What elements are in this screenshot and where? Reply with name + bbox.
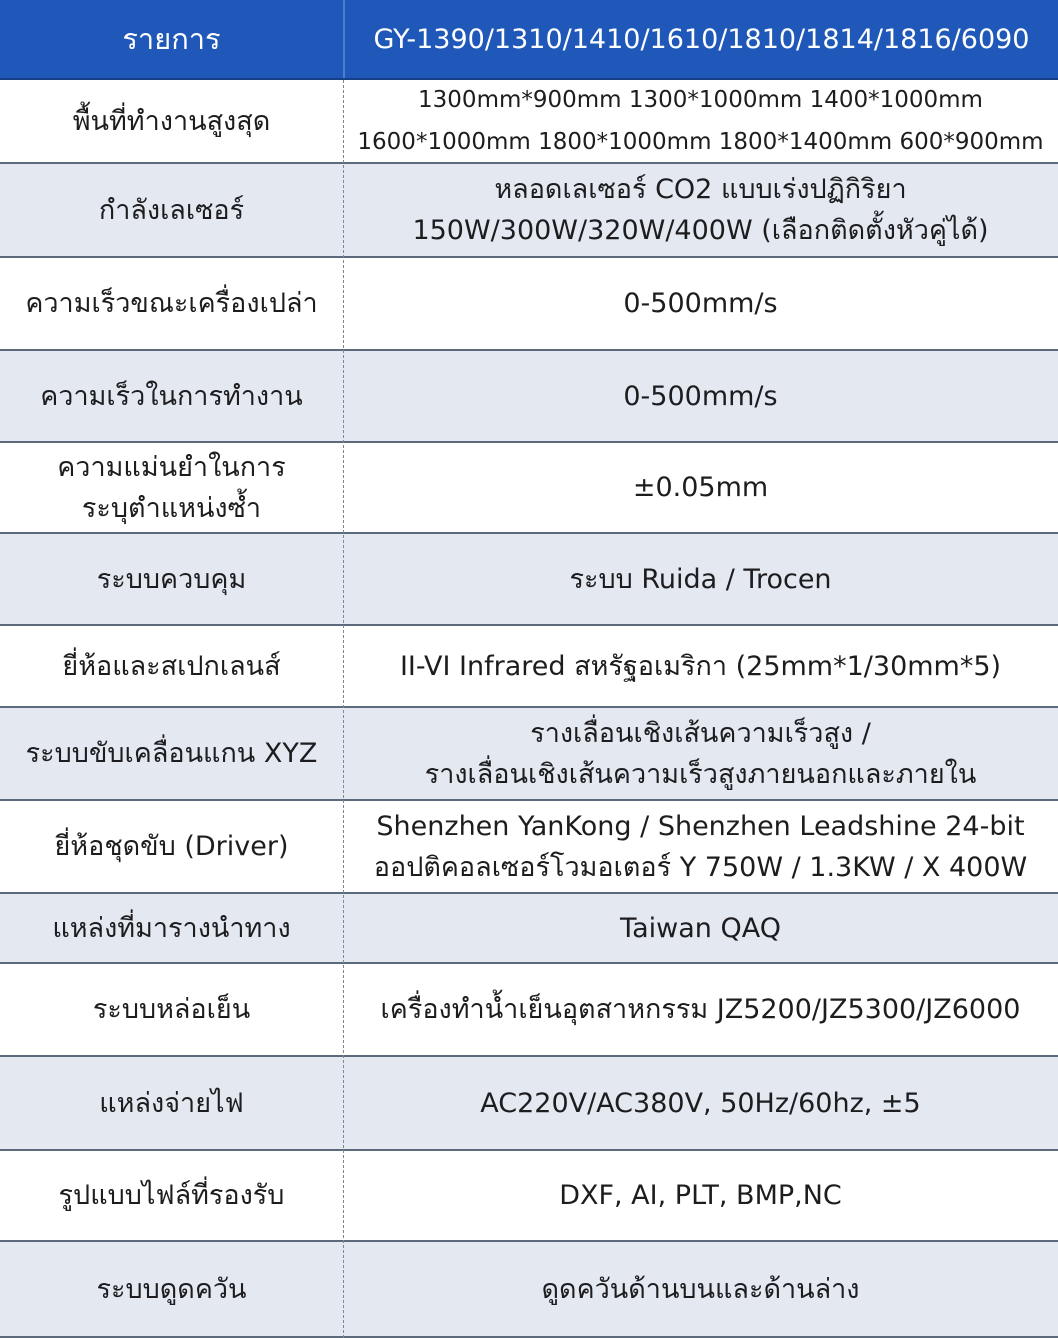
row-value-line: ±0.05mm bbox=[632, 472, 769, 503]
table-row bbox=[0, 351, 1058, 443]
row-label bbox=[0, 708, 343, 799]
row-label-line: ความเร็วในการทำงาน bbox=[40, 380, 303, 412]
column-divider bbox=[343, 0, 344, 1338]
row-label bbox=[0, 1151, 343, 1240]
row-label bbox=[0, 534, 343, 624]
row-value-line: 0-500mm/s bbox=[623, 288, 778, 319]
row-value-line: หลอดเลเซอร์ CO2 แบบเร่งปฏิกิริยา bbox=[494, 174, 907, 205]
table-row bbox=[0, 1242, 1058, 1338]
row-label-line: ระบบหล่อเย็น bbox=[92, 994, 251, 1025]
row-value bbox=[343, 964, 1058, 1055]
table-row bbox=[0, 80, 1058, 164]
row-value-line: Shenzhen YanKong / Shenzhen Leadshine 24-bit bbox=[376, 810, 1025, 842]
table-row bbox=[0, 258, 1058, 351]
row-value-line: ดูดควันด้านบนและด้านล่าง bbox=[541, 1273, 860, 1305]
row-label-line: ความเร็วขณะเครื่องเปล่า bbox=[25, 288, 318, 319]
table-row bbox=[0, 443, 1058, 534]
row-label-line: ระบบดูดควัน bbox=[96, 1273, 247, 1305]
row-value-line: เครื่องทำน้ำเย็นอุตสาหกรรม JZ5200/JZ5300/JZ6000 bbox=[380, 994, 1021, 1025]
row-value-line: ระบบ Ruida / Trocen bbox=[569, 563, 832, 595]
row-label bbox=[0, 80, 343, 162]
row-label-line: แหล่งที่มารางนำทาง bbox=[52, 912, 291, 944]
table-row bbox=[0, 964, 1058, 1057]
row-label-line: ระบุตำแหน่งซ้ำ bbox=[81, 492, 262, 524]
row-label bbox=[0, 443, 343, 532]
row-value bbox=[343, 626, 1058, 706]
row-label bbox=[0, 351, 343, 441]
row-value-line: Taiwan QAQ bbox=[620, 912, 781, 944]
row-value bbox=[343, 443, 1058, 532]
row-label-line: ยี่ห้อชุดขับ (Driver) bbox=[54, 831, 289, 862]
row-label-line: ระบบขับเคลื่อนแกน XYZ bbox=[25, 738, 318, 769]
header-label-cell: รายการ bbox=[122, 21, 221, 56]
row-value-line: DXF, AI, PLT, BMP,NC bbox=[559, 1180, 842, 1211]
row-value-line: II-VI Infrared สหรัฐอเมริกา (25mm*1/30mm*5) bbox=[399, 650, 1002, 682]
row-label bbox=[0, 626, 343, 706]
row-value-line: 1300mm*900mm 1300*1000mm 1400*1000mm bbox=[418, 87, 983, 113]
row-label bbox=[0, 1057, 343, 1149]
row-label bbox=[0, 1242, 343, 1336]
table-row bbox=[0, 626, 1058, 708]
table-row bbox=[0, 164, 1058, 258]
row-value bbox=[343, 80, 1058, 162]
row-value-line: 1600*1000mm 1800*1000mm 1800*1400mm 600*900mm bbox=[357, 129, 1044, 155]
row-label bbox=[0, 258, 343, 349]
row-value-line: 150W/300W/320W/400W (เลือกติดตั้งหัวคู่ได้) bbox=[412, 215, 989, 246]
row-value bbox=[343, 1151, 1058, 1240]
row-label-line: ยี่ห้อและสเปกเลนส์ bbox=[62, 650, 281, 682]
row-value-line: 0-500mm/s bbox=[623, 380, 778, 412]
row-label-line: แหล่งจ่ายไฟ bbox=[99, 1087, 244, 1119]
row-label bbox=[0, 801, 343, 892]
row-value bbox=[343, 708, 1058, 799]
row-value bbox=[343, 258, 1058, 349]
table-row bbox=[0, 801, 1058, 894]
row-label bbox=[0, 964, 343, 1055]
row-value-line: รางเลื่อนเชิงเส้นความเร็วสูง / bbox=[530, 717, 871, 749]
row-label-line: รูปแบบไฟล์ที่รองรับ bbox=[58, 1180, 285, 1211]
row-value bbox=[343, 164, 1058, 256]
row-value-line: ออปติคอลเซอร์โวมอเตอร์ Y 750W / 1.3KW / X 400W bbox=[373, 851, 1028, 883]
row-label bbox=[0, 164, 343, 256]
table-row bbox=[0, 1151, 1058, 1242]
table-header bbox=[0, 0, 1058, 80]
row-label-line: กำลังเลเซอร์ bbox=[98, 194, 245, 226]
row-value bbox=[343, 1242, 1058, 1336]
table-row bbox=[0, 1057, 1058, 1151]
row-value bbox=[343, 351, 1058, 441]
row-value-line: รางเลื่อนเชิงเส้นความเร็วสูงภายนอกและภายใน bbox=[424, 758, 977, 790]
table-row bbox=[0, 708, 1058, 801]
table-row bbox=[0, 534, 1058, 626]
row-value bbox=[343, 1057, 1058, 1149]
header-model-cell: GY-1390/1310/1410/1610/1810/1814/1816/6090 bbox=[343, 0, 1058, 78]
row-label-line: ความแม่นยำในการ bbox=[57, 451, 286, 483]
table-row bbox=[0, 894, 1058, 964]
row-value bbox=[343, 801, 1058, 892]
row-label-line: ระบบควบคุม bbox=[96, 563, 247, 595]
row-label bbox=[0, 894, 343, 962]
row-value bbox=[343, 534, 1058, 624]
row-value-line: AC220V/AC380V, 50Hz/60hz, ±5 bbox=[480, 1087, 921, 1119]
row-label-line: พื้นที่ทำงานสูงสุด bbox=[72, 105, 271, 137]
row-value bbox=[343, 894, 1058, 962]
